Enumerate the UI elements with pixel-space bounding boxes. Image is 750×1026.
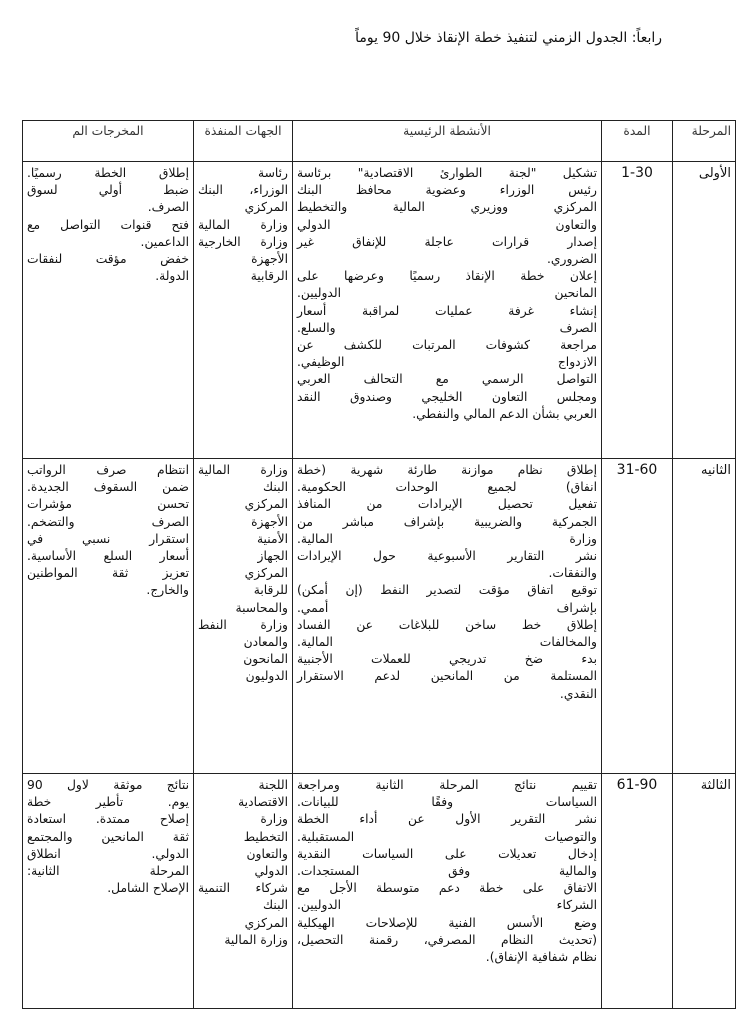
stage-cell: الثانيه <box>673 459 736 774</box>
cell-line: تعزيز ثقة المواطنين <box>27 566 189 581</box>
cell-line: التواصل الرسمي مع التحالف العربي <box>297 372 597 387</box>
cell-line: فتح قنوات التواصل مع <box>27 217 189 232</box>
duration-cell: 31-60 <box>602 459 673 774</box>
cell-line: إطلاق نظام موازنة طارئة شهرية (خطة <box>297 463 597 477</box>
cell-line: الصرف والسلع. <box>297 320 597 335</box>
cell-line: ثقة المانحين والمجتمع <box>27 829 189 844</box>
activities-cell <box>293 774 602 1009</box>
cell-line: الأمنية <box>256 531 288 546</box>
entities-cell <box>194 459 293 774</box>
cell-line: نتائج موثقة لاول 90 <box>27 778 189 792</box>
header-outputs: المخرجات الم <box>23 121 194 162</box>
cell-line: نشر التقارير الأسبوعية حول الإيرادات <box>297 549 597 564</box>
cell-line: الوزراء، البنك <box>198 183 288 198</box>
cell-line: الأجهزة <box>251 514 288 529</box>
cell-line: الاقتصادية <box>238 795 288 810</box>
cell-line: الازدواج الوظيفي. <box>297 355 597 370</box>
cell-line: وزارة المالية <box>198 463 288 477</box>
cell-line: الرقابية <box>250 269 288 284</box>
cell-line: المستلمة من المانحين لدعم الاستقرار <box>297 669 597 684</box>
cell-line: والخارج. <box>146 583 189 598</box>
cell-line: بإشراف أممي. <box>297 600 597 615</box>
cell-line: المركزي <box>244 497 288 512</box>
activities-cell <box>293 459 602 774</box>
header-stage: المرحلة <box>673 121 736 162</box>
cell-line: الدولي <box>254 864 288 879</box>
table-row <box>23 459 736 774</box>
cell-line: يوم. تأطير خطة <box>27 795 189 810</box>
cell-line: الدولة. <box>155 269 189 284</box>
cell-line: الإصلاح الشامل. <box>107 881 189 896</box>
cell-line: أسعار السلع الأساسية. <box>27 549 189 564</box>
cell-line: المركزي <box>244 200 288 215</box>
table-header-row <box>23 121 736 162</box>
cell-line: وزارة الخارجية <box>198 234 288 249</box>
cell-line: مراجعة كشوفات المرتبات للكشف عن <box>297 338 597 353</box>
cell-line: تقييم نتائج المرحلة الثانية ومراجعة <box>297 778 597 792</box>
cell-line: المانحين الدوليين. <box>297 286 597 301</box>
cell-line: العربي بشأن الدعم المالي والنفطي. <box>412 406 597 421</box>
cell-line: البنك <box>263 898 288 913</box>
header-activities: الأنشطة الرئيسية <box>293 121 602 162</box>
cell-line: الاتفاق على خطة دعم متوسطة الأجل مع <box>297 881 597 896</box>
cell-line: للرقابة <box>253 583 288 598</box>
cell-line: تفعيل تحصيل الإيرادات من المنافذ <box>297 497 597 512</box>
cell-line: الشركاء الدوليين. <box>297 898 597 913</box>
cell-line: السياسات وفقًا للبيانات. <box>297 795 597 810</box>
cell-line: وزارة المالية <box>198 217 288 232</box>
stage-cell: الثالثة <box>673 774 736 1009</box>
cell-line: وزارة <box>260 812 288 827</box>
header-entities: الجهات المنفذة <box>194 121 293 162</box>
duration-cell: 1-30 <box>602 162 673 459</box>
cell-line: تشكيل "لجنة الطوارئ الاقتصادية" برئاسة <box>297 166 597 180</box>
cell-line: المركزي ووزيري المالية والتخطيط <box>297 200 597 215</box>
cell-line: ضبط أولي لسوق <box>27 183 189 198</box>
cell-line: النقدي. <box>559 686 597 701</box>
cell-line: الجمركية والضريبية بإشراف مباشر من <box>297 514 597 529</box>
outputs-cell <box>23 774 194 1009</box>
cell-line: الضروري. <box>546 252 597 267</box>
stage-cell: الأولى <box>673 162 736 459</box>
cell-line: انفاق) لجميع الوحدات الحكومية. <box>297 480 597 495</box>
cell-line: المرحلة الثانية: <box>27 864 189 879</box>
cell-line: الدوليون <box>245 669 288 684</box>
cell-line: المركزي <box>244 915 288 930</box>
cell-line: والنفقات. <box>548 566 597 581</box>
duration-cell: 61-90 <box>602 774 673 1009</box>
cell-line: التخطيط <box>243 829 288 844</box>
cell-line: نظام شفافية الإنفاق). <box>485 950 597 965</box>
cell-line: رئيس الوزراء وعضوية محافظ البنك <box>297 183 597 198</box>
cell-line: الصرف. <box>147 200 189 215</box>
cell-line: المركزي <box>244 566 288 581</box>
cell-line: والتعاون الدولي <box>297 217 597 232</box>
cell-line: إصدار قرارات عاجلة للإنفاق غير <box>297 234 597 249</box>
section-heading: رابعاً: الجدول الزمني لتنفيذ خطة الإنقاذ خلال 90 يوماً <box>355 30 662 46</box>
cell-line: الداعمين. <box>140 234 189 249</box>
cell-line: رئاسة <box>257 166 288 180</box>
cell-line: المانحون <box>243 652 288 667</box>
cell-line: الصرف والتضخم. <box>27 514 189 529</box>
cell-line: الجهاز <box>257 549 288 564</box>
table-row <box>23 774 736 1009</box>
outputs-cell <box>23 459 194 774</box>
table-row <box>23 162 736 459</box>
cell-line: والتعاون <box>246 846 288 861</box>
cell-line: استقرار نسبي في <box>27 531 189 546</box>
cell-line: انتظام صرف الرواتب <box>27 463 189 477</box>
cell-line: اللجنة <box>258 778 288 792</box>
cell-line: إطلاق الخطة رسميًا. <box>27 166 189 180</box>
cell-line: شركاء التنمية <box>198 881 288 896</box>
cell-line: وزارة المالية <box>224 932 288 947</box>
header-duration: المدة <box>602 121 673 162</box>
cell-line: والتوصيات المستقبلية. <box>297 829 597 844</box>
cell-line: توقيع اتفاق مؤقت لتصدير النفط (إن أمكن) <box>297 583 597 598</box>
cell-line: إعلان خطة الإنقاذ رسميًا وعرضها على <box>297 269 597 284</box>
entities-cell <box>194 162 293 459</box>
cell-line: الأجهزة <box>251 252 288 267</box>
cell-line: البنك <box>263 480 288 495</box>
cell-line: (تحديث النظام المصرفي، رقمنة التحصيل، <box>297 932 597 947</box>
cell-line: وضع الأسس الفنية للإصلاحات الهيكلية <box>297 915 597 930</box>
entities-cell <box>194 774 293 1009</box>
cell-line: إنشاء غرفة عمليات لمراقبة أسعار <box>297 303 597 318</box>
cell-line: ضمن السقوف الجديدة. <box>27 480 189 495</box>
cell-line: بدء ضخ تدريجي للعملات الأجنبية <box>297 652 597 667</box>
cell-line: خفض مؤقت لنفقات <box>27 252 189 267</box>
cell-line: تحسن مؤشرات <box>27 497 189 512</box>
cell-line: والمحاسبة <box>235 600 288 615</box>
cell-line: الدولي. انطلاق <box>27 846 189 861</box>
cell-line: وزارة النفط <box>198 617 288 632</box>
timeline-table <box>22 120 736 1009</box>
activities-cell <box>293 162 602 459</box>
cell-line: والمخالفات المالية. <box>297 635 597 650</box>
cell-line: نشر التقرير الأول عن أداء الخطة <box>297 812 597 827</box>
cell-line: إطلاق خط ساخن للبلاغات عن الفساد <box>297 617 597 632</box>
cell-line: إدخال تعديلات على السياسات النقدية <box>297 846 597 861</box>
cell-line: ومجلس التعاون الخليجي وصندوق النقد <box>297 389 597 404</box>
cell-line: وزارة المالية. <box>297 531 597 546</box>
cell-line: إصلاح ممتدة. استعادة <box>27 812 189 827</box>
cell-line: والمالية وفق المستجدات. <box>297 864 597 879</box>
cell-line: والمعادن <box>243 635 288 650</box>
outputs-cell <box>23 162 194 459</box>
